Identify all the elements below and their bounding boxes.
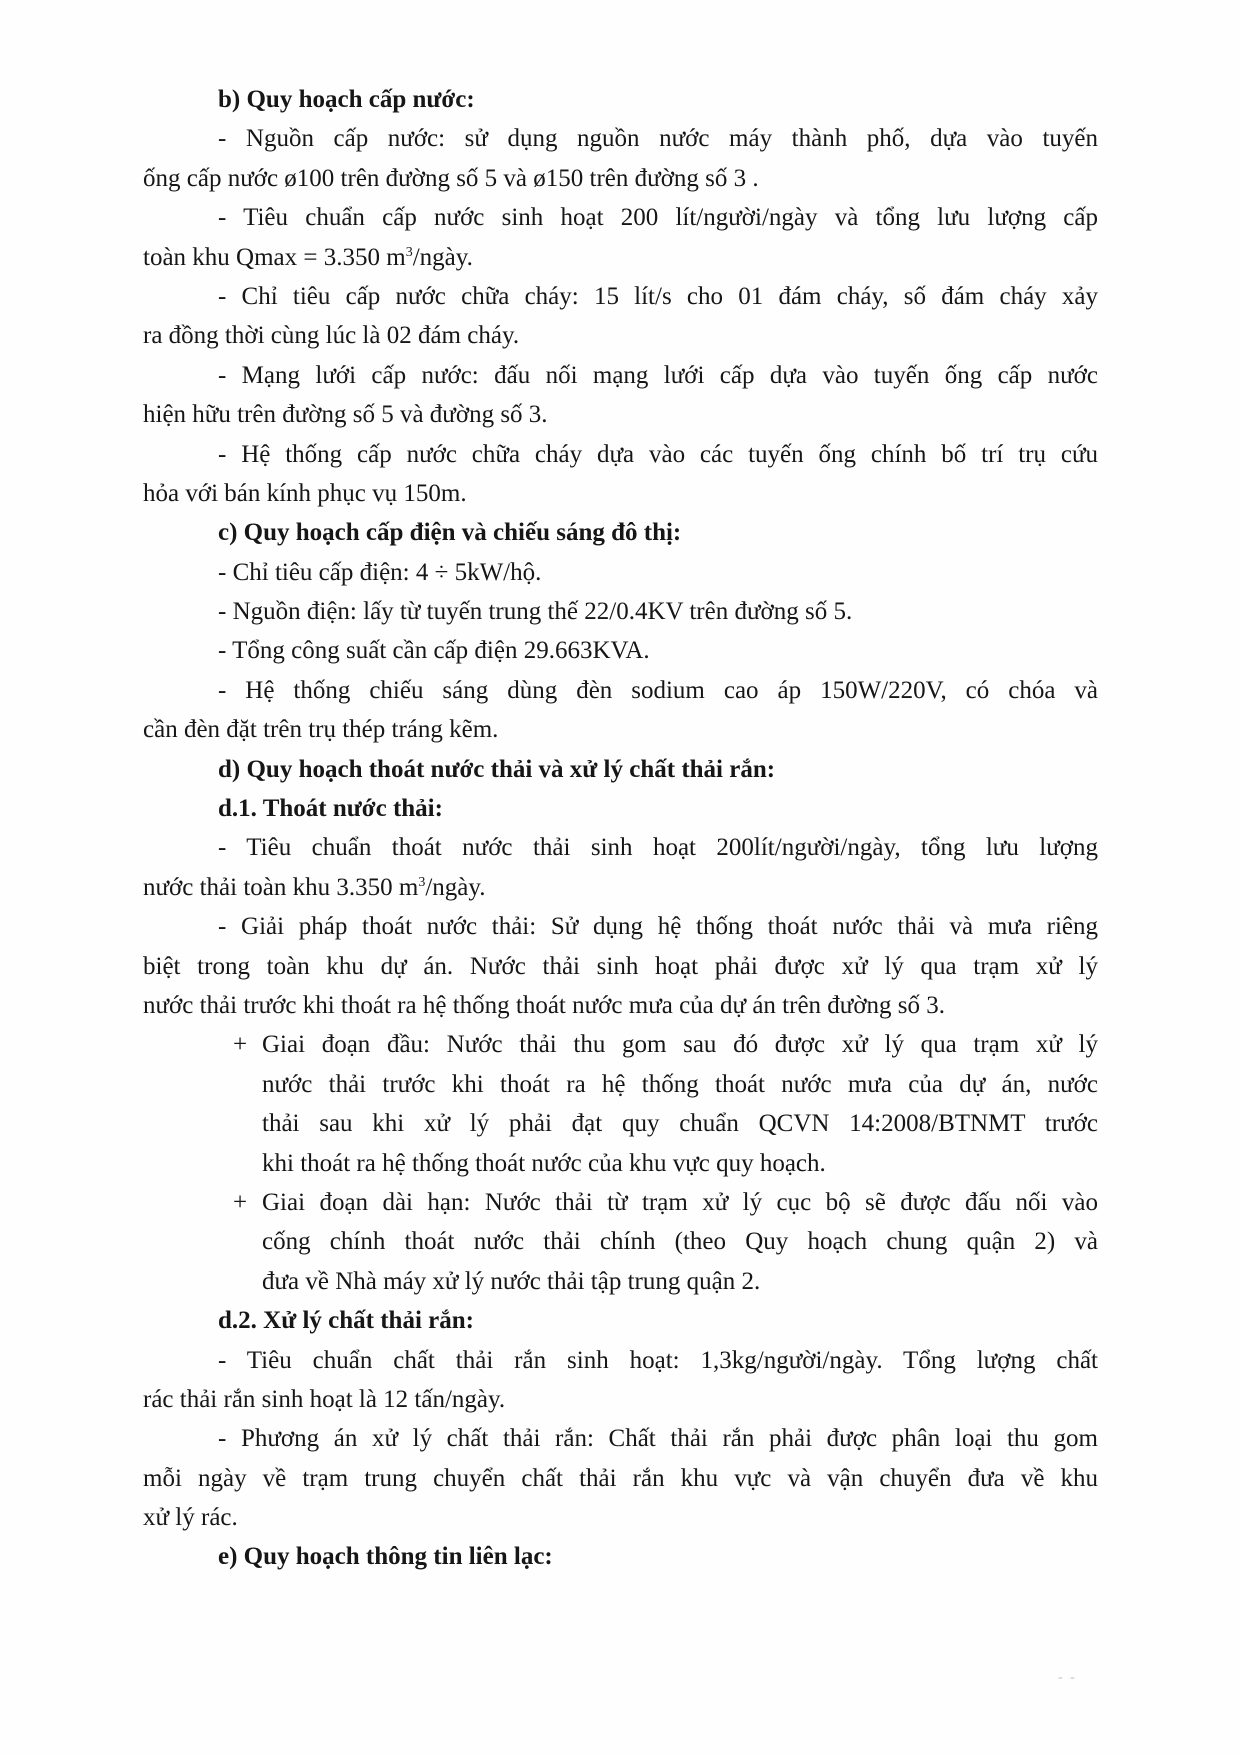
sub-bullet-line: đưa về Nhà máy xử lý nước thải tập trung quận 2. (262, 1267, 761, 1295)
text-run: /ngày. (412, 243, 473, 271)
paragraph-line: - Phương án xử lý chất thải rắn: Chất thải rắn phải được phân loại thu gom (218, 1425, 1098, 1453)
paragraph-line: ra đồng thời cùng lúc là 02 đám cháy. (143, 322, 520, 350)
plus-bullet-icon: + (233, 1031, 248, 1059)
paragraph-line: - Mạng lưới cấp nước: đấu nối mạng lưới cấp dựa vào tuyến ống cấp nước (218, 361, 1098, 389)
sub-bullet-line (143, 1025, 1098, 1064)
paragraph-line: - Chỉ tiêu cấp điện: 4 ÷ 5kW/hộ. (218, 558, 542, 586)
sub-bullet-line (143, 1183, 1098, 1222)
paragraph-line: biệt trong toàn khu dự án. Nước thải sinh hoạt phải được xử lý qua trạm xử lý (143, 952, 1098, 980)
paragraph-line: mỗi ngày về trạm trung chuyển chất thải rắn khu vực và vận chuyển đưa về khu (143, 1464, 1098, 1492)
paragraph-line: - Tổng công suất cần cấp điện 29.663KVA. (218, 637, 650, 665)
sub-bullet-line: thải sau khi xử lý phải đạt quy chuẩn QCVN 14:2008/BTNMT trước (262, 1110, 1098, 1138)
text-run: Giai đoạn dài hạn: Nước thải từ trạm xử lý cục bộ sẽ được đấu nối vào (262, 1188, 1098, 1216)
sub-bullet-line: khi thoát ra hệ thống thoát nước của khu vực quy hoạch. (262, 1149, 826, 1177)
paragraph-line: xử lý rác. (143, 1504, 238, 1532)
text-run: toàn khu Qmax = 3.350 m (143, 243, 406, 271)
paragraph-line: hỏa với bán kính phục vụ 150m. (143, 479, 467, 507)
subsection-heading-solid-waste: d.2. Xử lý chất thải rắn: (218, 1307, 474, 1335)
paragraph-line: - Tiêu chuẩn thoát nước thải sinh hoạt 200lít/người/ngày, tổng lưu lượng (218, 834, 1098, 862)
text-run: /ngày. (425, 873, 486, 901)
plus-bullet-icon: + (233, 1188, 248, 1216)
superscript: 3 (405, 244, 413, 260)
paragraph-line (143, 868, 1098, 907)
paragraph-line (143, 238, 1098, 277)
page-number: - - (1058, 1670, 1077, 1685)
paragraph-line: - Tiêu chuẩn chất thải rắn sinh hoạt: 1,3kg/người/ngày. Tổng lượng chất (218, 1346, 1098, 1374)
paragraph-line: - Chỉ tiêu cấp nước chữa cháy: 15 lít/s cho 01 đám cháy, số đám cháy xảy (218, 282, 1098, 310)
paragraph-line: - Nguồn điện: lấy từ tuyến trung thế 22/0.4KV trên đường số 5. (218, 598, 853, 626)
document-body (143, 80, 1098, 1577)
paragraph-line: - Tiêu chuẩn cấp nước sinh hoạt 200 lít/người/ngày và tổng lưu lượng cấp (218, 204, 1098, 232)
paragraph-line: hiện hữu trên đường số 5 và đường số 3. (143, 401, 548, 429)
paragraph-line: - Nguồn cấp nước: sử dụng nguồn nước máy thành phố, dựa vào tuyến (218, 125, 1098, 153)
paragraph-line: - Giải pháp thoát nước thải: Sử dụng hệ thống thoát nước thải và mưa riêng (218, 913, 1098, 941)
paragraph-line: ống cấp nước ø100 trên đường số 5 và ø150 trên đường số 3 . (143, 164, 759, 192)
superscript: 3 (418, 874, 426, 890)
section-heading-power-lighting: c) Quy hoạch cấp điện và chiếu sáng đô thị: (218, 519, 682, 547)
sub-bullet-line: cống chính thoát nước thải chính (theo Quy hoạch chung quận 2) và (262, 1228, 1098, 1256)
section-heading-communications: e) Quy hoạch thông tin liên lạc: (218, 1543, 553, 1571)
paragraph-line: cần đèn đặt trên trụ thép tráng kẽm. (143, 716, 499, 744)
text-run: Giai đoạn đầu: Nước thải thu gom sau đó được xử lý qua trạm xử lý (262, 1031, 1098, 1059)
paragraph-line: - Hệ thống cấp nước chữa cháy dựa vào các tuyến ống chính bố trí trụ cứu (218, 440, 1098, 468)
sub-bullet-line: nước thải trước khi thoát ra hệ thống thoát nước mưa của dự án, nước (262, 1070, 1098, 1098)
text-run: nước thải toàn khu 3.350 m (143, 873, 419, 901)
paragraph-line: - Hệ thống chiếu sáng dùng đèn sodium cao áp 150W/220V, có chóa và (218, 676, 1098, 704)
paragraph-line: rác thải rắn sinh hoạt là 12 tấn/ngày. (143, 1385, 506, 1413)
subsection-heading-wastewater: d.1. Thoát nước thải: (218, 795, 443, 823)
section-heading-water-supply: b) Quy hoạch cấp nước: (218, 86, 475, 113)
section-heading-wastewater-solid-waste: d) Quy hoạch thoát nước thải và xử lý chất thải rắn: (218, 755, 776, 783)
paragraph-line: nước thải trước khi thoát ra hệ thống thoát nước mưa của dự án trên đường số 3. (143, 991, 946, 1019)
